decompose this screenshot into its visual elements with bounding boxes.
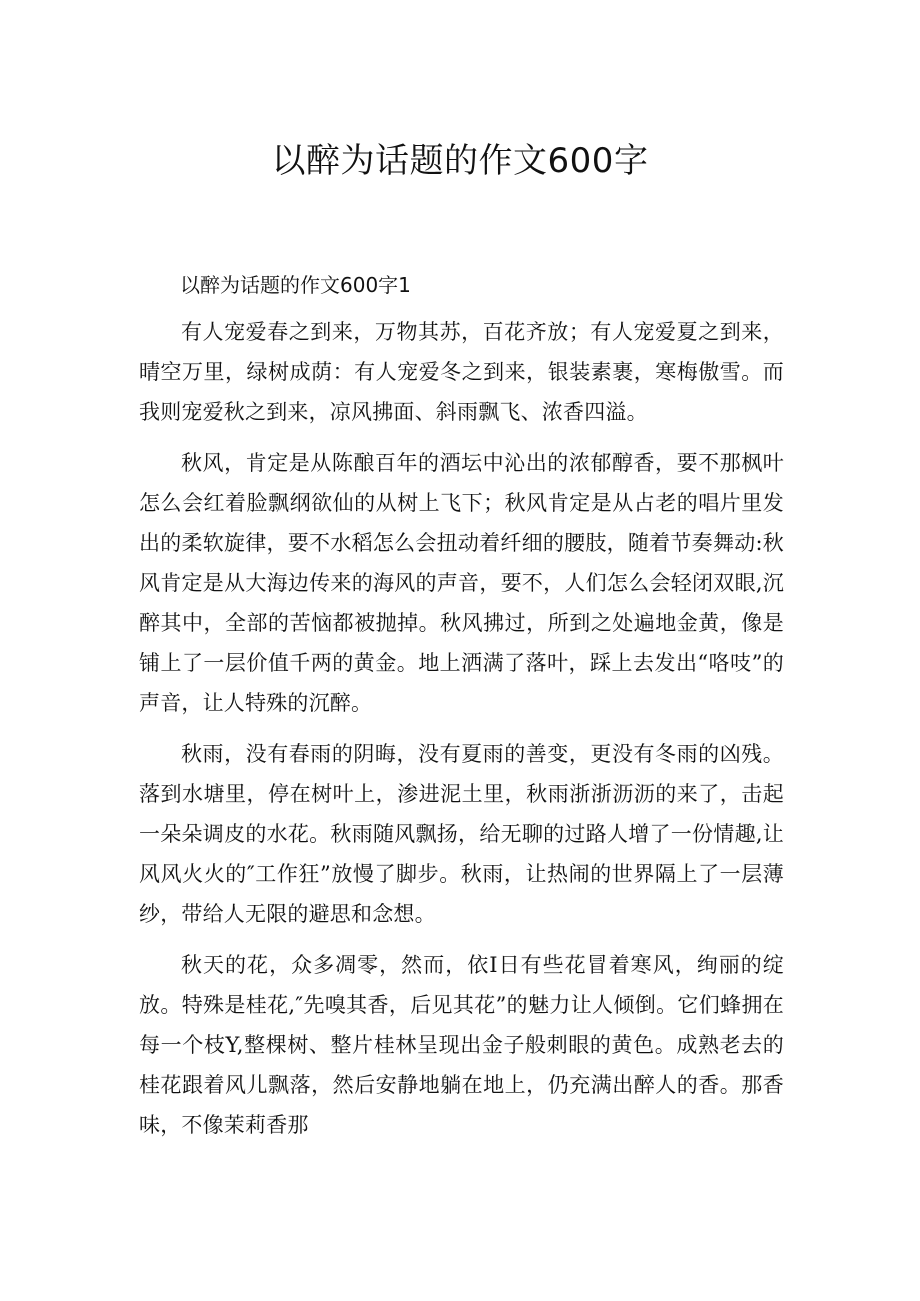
document-body [139,312,784,1156]
paragraph: 有人宠爱春之到来，万物其苏，百花齐放；有人宠爱夏之到来，晴空万里，绿树成荫：有人宠爱冬之到来，银装素裹，寒梅傲雪。而我则宠爱秋之到来，凉风拂面、斜雨飘飞、浓香四溢。 [139,320,784,424]
section-heading: 以醉为话题的作文600字1 [180,273,411,297]
paragraph: 秋风，肯定是从陈酿百年的酒坛中沁出的浓郁醇香，要不那枫叶怎么会红着脸飘纲欲仙的从树上飞下；秋风肯定是从占老的唱片里发出的柔软旋律，要不水稻怎么会扭动着纤细的腰肢，随着节奏舞动:秋风肯定是从大海边传来的海风的声音，要不，人们怎么会轻闭双眼,沉醉其中，全部的苦恼都被抛掉。秋风拂过，所到之处遍地金黄，像是铺上了一层价值千两的黄金。地上洒满了落叶，踩上去发出“咯吱”的声音，让人特殊的沉醉。 [139,451,784,715]
paragraph: 秋雨，没有春雨的阴晦，没有夏雨的善变，更没有冬雨的凶残。落到水塘里，停在树叶上，渗进泥土里，秋雨浙浙沥沥的来了，击起一朵朵调皮的水花。秋雨随风飘扬，给无聊的过路人增了一份情趣,让风风火火的″工作狂”放慢了脚步。秋雨，让热闹的世界隔上了一层薄纱，带给人无限的避思和念想。 [139,742,784,926]
paragraph: 秋天的花，众多凋零，然而，依I日有些花冒着寒风，绚丽的绽放。特殊是桂花,″先嗅其香，后见其花”的魅力让人倾倒。它们蜂拥在每一个枝Y,整棵树、整片桂林呈现出金子般刺眼的黄色。成熟老去的桂花跟着风儿飘落，然后安静地躺在地上，仍充满出醉人的香。那香味，不像茉莉香那 [139,953,784,1137]
document-title: 以醉为话题的作文600字 [271,141,649,181]
